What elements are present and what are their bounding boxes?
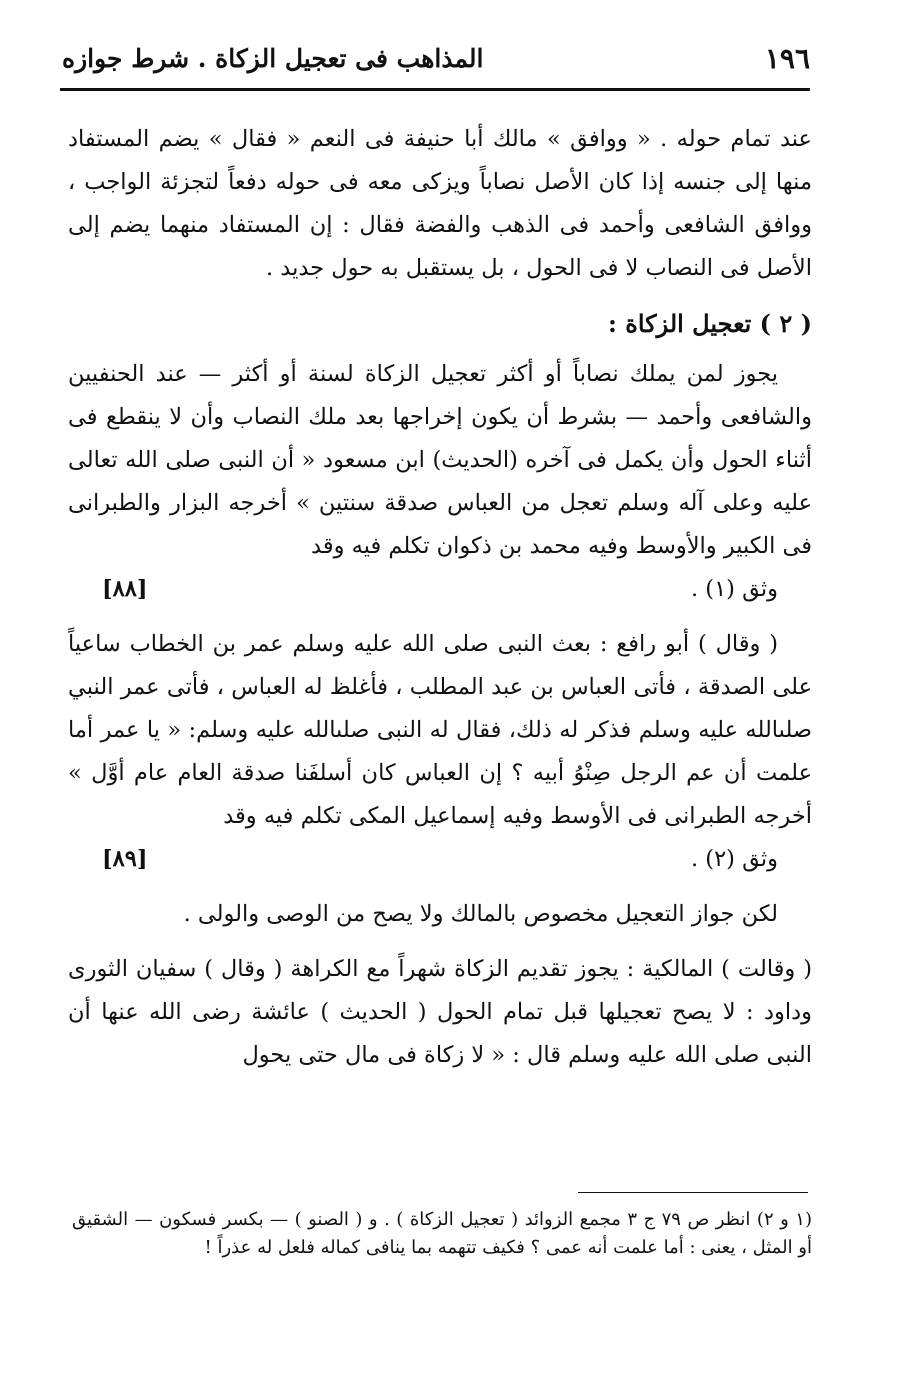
- page-header: [62, 30, 810, 86]
- paragraph-3-end: وثق (٢) .: [690, 846, 778, 872]
- hadith-ref-88: [٨٨]: [102, 576, 148, 602]
- paragraph-2-end-line: [68, 568, 812, 611]
- paragraph-4: لكن جواز التعجيل مخصوص بالمالك ولا يصح من الوصى والولى .: [183, 901, 778, 927]
- paragraph-3-end-line: [68, 838, 812, 881]
- paragraph-2: [68, 353, 812, 611]
- footnote-text: (١ و ٢) انظر ص ٧٩ ج ٣ مجمع الزوائد ( تعجيل الزكاة ) . و ( الصنو ) — بكسر فسكون — الشقيق أو المثل ، يعنى : أما علمت أنه عمى ؟ فكيف تتهمه بما ينافى كماله فلعل له عذراً !: [72, 1209, 812, 1258]
- footnotes: [72, 1206, 812, 1262]
- paragraph-5: ( وقالت ) المالكية : يجوز تقديم الزكاة شهراً مع الكراهة ( وقال ) سفيان الثورى وداود : لا يصح تعجيلها قبل تمام الحول ( الحديث ) عائشة رضى الله عنها أن النبى صلى الله عليه وسلم قال : « لا زكاة فى مال حتى يحول: [68, 956, 812, 1068]
- footnote-rule: [578, 1192, 808, 1193]
- paragraph-2-end: وثق (١) .: [690, 576, 778, 602]
- paragraph-1: عند تمام حوله . « ووافق » مالك أبا حنيفة فى النعم « فقال » يضم المستفاد منها إلى جنسه إذا كان الأصل نصاباً ويزكى معه فى حوله دفعاً لتجزئة الواجب ، ووافق الشافعى وأحمد فى الذهب والفضة فقال : إن المستفاد منهما يضم إلى الأصل فى النصاب لا فى الحول ، بل يستقبل به حول جديد .: [68, 126, 812, 281]
- paragraph-3: [68, 623, 812, 881]
- hadith-ref-89: [٨٩]: [102, 846, 148, 872]
- running-title: المذاهب فى تعجيل الزكاة . شرط جوازه: [62, 43, 484, 73]
- header-rule: [60, 88, 810, 91]
- section-heading: ( ٢ ) تعجيل الزكاة :: [608, 309, 812, 338]
- body-text: [68, 118, 812, 1089]
- paragraph-3-text: ( وقال ) أبو رافع : بعث النبى صلى الله عليه وسلم عمر بن الخطاب ساعياً على الصدقة ، فأتى العباس بن عبد المطلب ، فأغلظ له العباس ، فأتى عمر النبي صلىالله عليه وسلم فذكر له ذلك، فقال له النبى صلىالله عليه وسلم: « يا عمر أما علمت أن عم الرجل صِنْوُ أبيه ؟ إن العباس كان أسلفَنا صدقة العام عام أوَّل » أخرجه الطبرانى فى الأوسط وفيه إسماعيل المكى تكلم فيه وقد: [68, 631, 812, 829]
- page-number: ١٩٦: [764, 41, 810, 75]
- paragraph-2-text: يجوز لمن يملك نصاباً أو أكثر تعجيل الزكاة لسنة أو أكثر — عند الحنفيين والشافعى وأحمد — بشرط أن يكون إخراجها بعد ملك النصاب وأن لا ينقطع فى أثناء الحول وأن يكمل فى آخره (الحديث) ابن مسعود « أن النبى صلى الله تعالى عليه وعلى آله وسلم تعجل من العباس صدقة سنتين » أخرجه البزار والطبرانى فى الكبير والأوسط وفيه محمد بن ذكوان تكلم فيه وقد: [68, 361, 812, 559]
